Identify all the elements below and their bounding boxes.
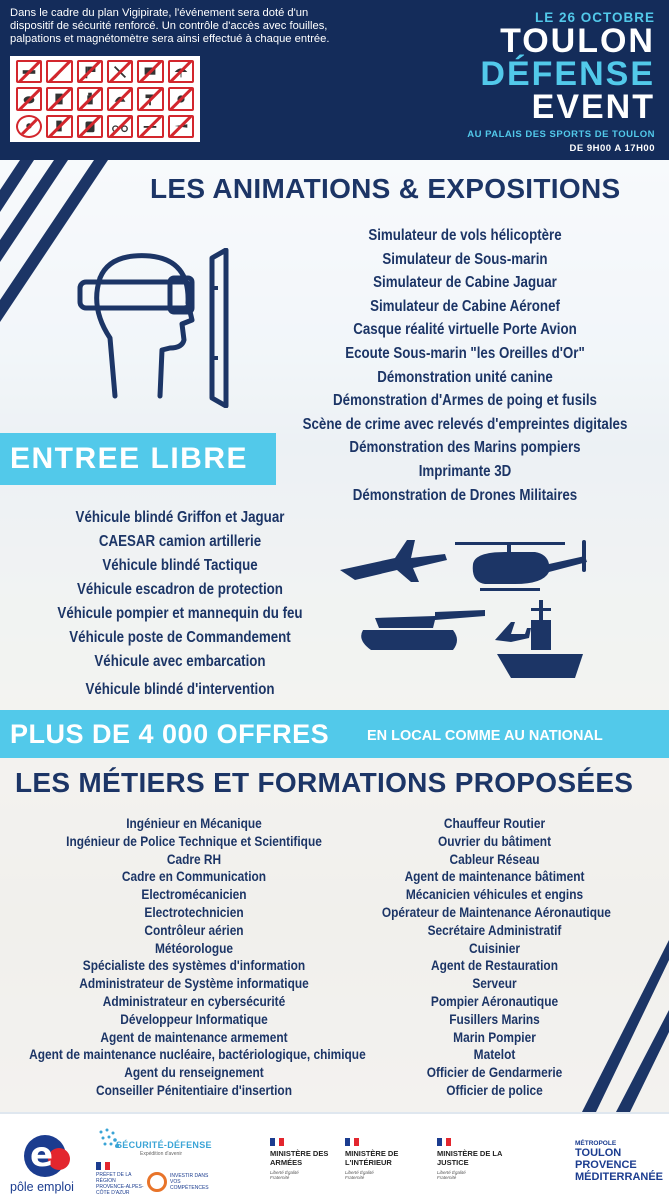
vr-headset-icon <box>70 248 250 408</box>
no-flags-icon <box>77 60 103 83</box>
securite-defense-title: SÉCURITÉ-DÉFENSE <box>116 1140 212 1150</box>
list-item: Agent de maintenance bâtiment <box>404 868 585 885</box>
list-item: Simulateur de Sous-marin <box>382 250 548 268</box>
armees-flag-icon <box>270 1138 284 1146</box>
list-item: Scène de crime avec relevés d'empreintes digitales <box>302 415 628 433</box>
list-item: CAESAR camion artillerie <box>98 533 262 550</box>
list-item: Ouvrier du bâtiment <box>437 832 552 849</box>
list-item: Officier de police <box>446 1081 543 1098</box>
list-item: Simulateur de Cabine Aéronef <box>370 297 560 315</box>
list-item: Véhicule avec embarcation <box>94 653 266 670</box>
list-item: Météorologue <box>154 939 234 956</box>
pole-emploi-e-icon: e <box>30 1135 54 1175</box>
list-item: Développeur Informatique <box>120 1010 268 1027</box>
list-item: Electrotechnicien <box>144 903 244 920</box>
offers-count: PLUS DE 4 000 OFFRES <box>10 719 330 749</box>
list-item: Marin Pompier <box>453 1028 536 1045</box>
no-bike-icon <box>107 115 133 138</box>
list-item: Démonstration unité canine <box>377 368 553 386</box>
no-cans-icon <box>46 87 72 110</box>
list-item: Fusillers Marins <box>449 1010 540 1027</box>
list-item: Agent du renseignement <box>124 1064 264 1081</box>
list-item: Cuisinier <box>469 939 520 956</box>
event-date: LE 26 OCTOBRE <box>534 10 655 25</box>
no-glass-icon <box>46 115 72 138</box>
invest-logo-icon <box>147 1172 167 1192</box>
pole-emploi-label: pôle emploi <box>10 1180 74 1194</box>
list-item: Cadre en Communication <box>121 868 267 885</box>
list-item: Démonstration des Marins pompiers <box>349 439 581 457</box>
justice-devise: Liberté Égalité Fraternité <box>437 1170 466 1180</box>
list-item: Démonstration de Drones Militaires <box>352 486 578 504</box>
ministere-armees: MINISTÈRE DES ARMÉES <box>270 1149 329 1167</box>
vigipirate-notice: Dans le cadre du plan Vigipirate, l'événement sera doté d'un dispositif de sécurité renforcé. Un contrôle d'accès avec fouilles, palpations et magnétomètre sera ainsi effectué à chaque entrée. <box>10 7 330 45</box>
no-objects-icon <box>16 115 42 138</box>
list-item: Administrateur de Système informatique <box>79 975 309 992</box>
invest-label: INVESTIR DANS VOS COMPÉTENCES <box>170 1173 209 1191</box>
tpm-line-2: PROVENCE <box>575 1159 637 1171</box>
no-hammer-icon <box>137 87 163 110</box>
no-skateboard-icon <box>137 115 163 138</box>
securite-defense-subtitle: Expédition d'avenir <box>140 1151 183 1157</box>
animations-heading: LES ANIMATIONS & EXPOSITIONS <box>150 173 621 204</box>
list-item: Cableur Réseau <box>449 850 540 867</box>
tpm-line-3: MÉDITERRANÉE <box>575 1171 664 1183</box>
no-spray-icon <box>77 87 103 110</box>
no-backpack-icon <box>77 115 103 138</box>
no-helmets-icon <box>107 87 133 110</box>
list-item: Matelot <box>473 1046 516 1063</box>
list-item: Electromécanicien <box>141 886 247 903</box>
interieur-flag-icon <box>345 1138 359 1146</box>
list-item: Mécanicien véhicules et engins <box>405 886 584 903</box>
list-item: Agent de Restauration <box>431 957 558 974</box>
list-item: Agent de maintenance armement <box>100 1028 288 1045</box>
ministere-interieur: MINISTÈRE DE L'INTÉRIEUR <box>345 1149 399 1167</box>
list-item: Véhicule blindé Griffon et Jaguar <box>75 509 285 526</box>
vehicles-list <box>30 506 330 702</box>
military-vehicles-illustration <box>335 530 595 690</box>
title-line-3: EVENT <box>531 88 655 126</box>
event-hours: DE 9H00 A 17H00 <box>569 143 655 154</box>
list-item: Opérateur de Maintenance Aéronautique <box>381 903 611 920</box>
list-item: Véhicule pompier et mannequin du feu <box>57 605 303 622</box>
offers-scope: EN LOCAL COMME AU NATIONAL <box>367 728 603 744</box>
list-item: Officier de Gendarmerie <box>426 1064 563 1081</box>
list-item: Imprimante 3D <box>418 462 512 480</box>
no-drones-icon <box>168 115 194 138</box>
list-item: Spécialiste des systèmes d'information <box>82 957 306 974</box>
tpm-line-1: TOULON <box>575 1147 622 1159</box>
armees-devise: Liberté Égalité Fraternité <box>270 1170 299 1180</box>
list-item: Véhicule blindé Tactique <box>102 557 258 574</box>
list-item: Véhicule escadron de protection <box>77 581 283 598</box>
no-tools-icon <box>107 60 133 83</box>
list-item: Cadre RH <box>166 850 222 867</box>
list-item: Ecoute Sous-marin "les Oreilles d'Or" <box>345 344 585 362</box>
list-item: Simulateur de vols hélicoptère <box>368 227 562 244</box>
fighter-jet-icon <box>340 540 447 582</box>
title-line-2: DÉFENSE <box>480 55 655 93</box>
list-item: Ingénieur de Police Technique et Scientifique <box>66 832 322 849</box>
list-item: Chauffeur Routier <box>443 815 546 831</box>
prefet-label: PRÉFET DE LA RÉGION PROVENCE-ALPES-CÔTE D'AZUR <box>96 1172 144 1196</box>
republique-flag-icon <box>96 1162 110 1170</box>
list-item: Véhicule poste de Commandement <box>69 629 291 646</box>
tank-icon <box>361 610 485 650</box>
title-line-1: TOULON <box>500 22 655 60</box>
list-item: Simulateur de Cabine Jaguar <box>373 274 557 292</box>
no-weapons-icon <box>16 60 42 83</box>
no-pets-icon <box>16 87 42 110</box>
animations-list <box>270 224 660 507</box>
list-item: Pompier Aéronautique <box>430 992 559 1009</box>
no-fireworks-icon <box>168 87 194 110</box>
list-item: Conseiller Pénitentiaire d'insertion <box>96 1081 292 1098</box>
list-item: Démonstration d'Armes de poing et fusils <box>333 392 597 410</box>
no-umbrella-icon <box>168 60 194 83</box>
metropole-label: MÉTROPOLE <box>575 1140 617 1147</box>
metropole-tpm-logo <box>575 1140 665 1183</box>
list-item: Agent de maintenance nucléaire, bactériologique, chimique <box>29 1046 366 1063</box>
no-banners-icon <box>137 60 163 83</box>
list-item: Ingénieur en Mécanique <box>126 815 262 831</box>
list-item: Administrateur en cybersécurité <box>102 992 286 1009</box>
list-item: Casque réalité virtuelle Porte Avion <box>353 321 577 339</box>
ministere-justice: MINISTÈRE DE LA JUSTICE <box>437 1149 503 1167</box>
list-item: Secrétaire Administratif <box>427 921 562 938</box>
justice-flag-icon <box>437 1138 451 1146</box>
event-location: AU PALAIS DES SPORTS DE TOULON <box>467 129 655 140</box>
list-item: Véhicule blindé d'intervention <box>85 681 275 698</box>
forbidden-items-panel <box>10 56 200 142</box>
free-entry-banner: ENTREE LIBRE <box>0 433 276 485</box>
list-item: Serveur <box>472 975 517 992</box>
jobs-list-left <box>0 815 388 1100</box>
aircraft-small-icon <box>495 622 531 642</box>
helicopter-icon <box>455 540 587 591</box>
jobs-heading: LES MÉTIERS ET FORMATIONS PROPOSÉES <box>15 767 634 798</box>
no-knives-icon <box>46 60 72 83</box>
list-item: Contrôleur aérien <box>144 921 244 938</box>
jobs-list-right <box>362 815 627 1100</box>
interieur-devise: Liberté Égalité Fraternité <box>345 1170 374 1180</box>
